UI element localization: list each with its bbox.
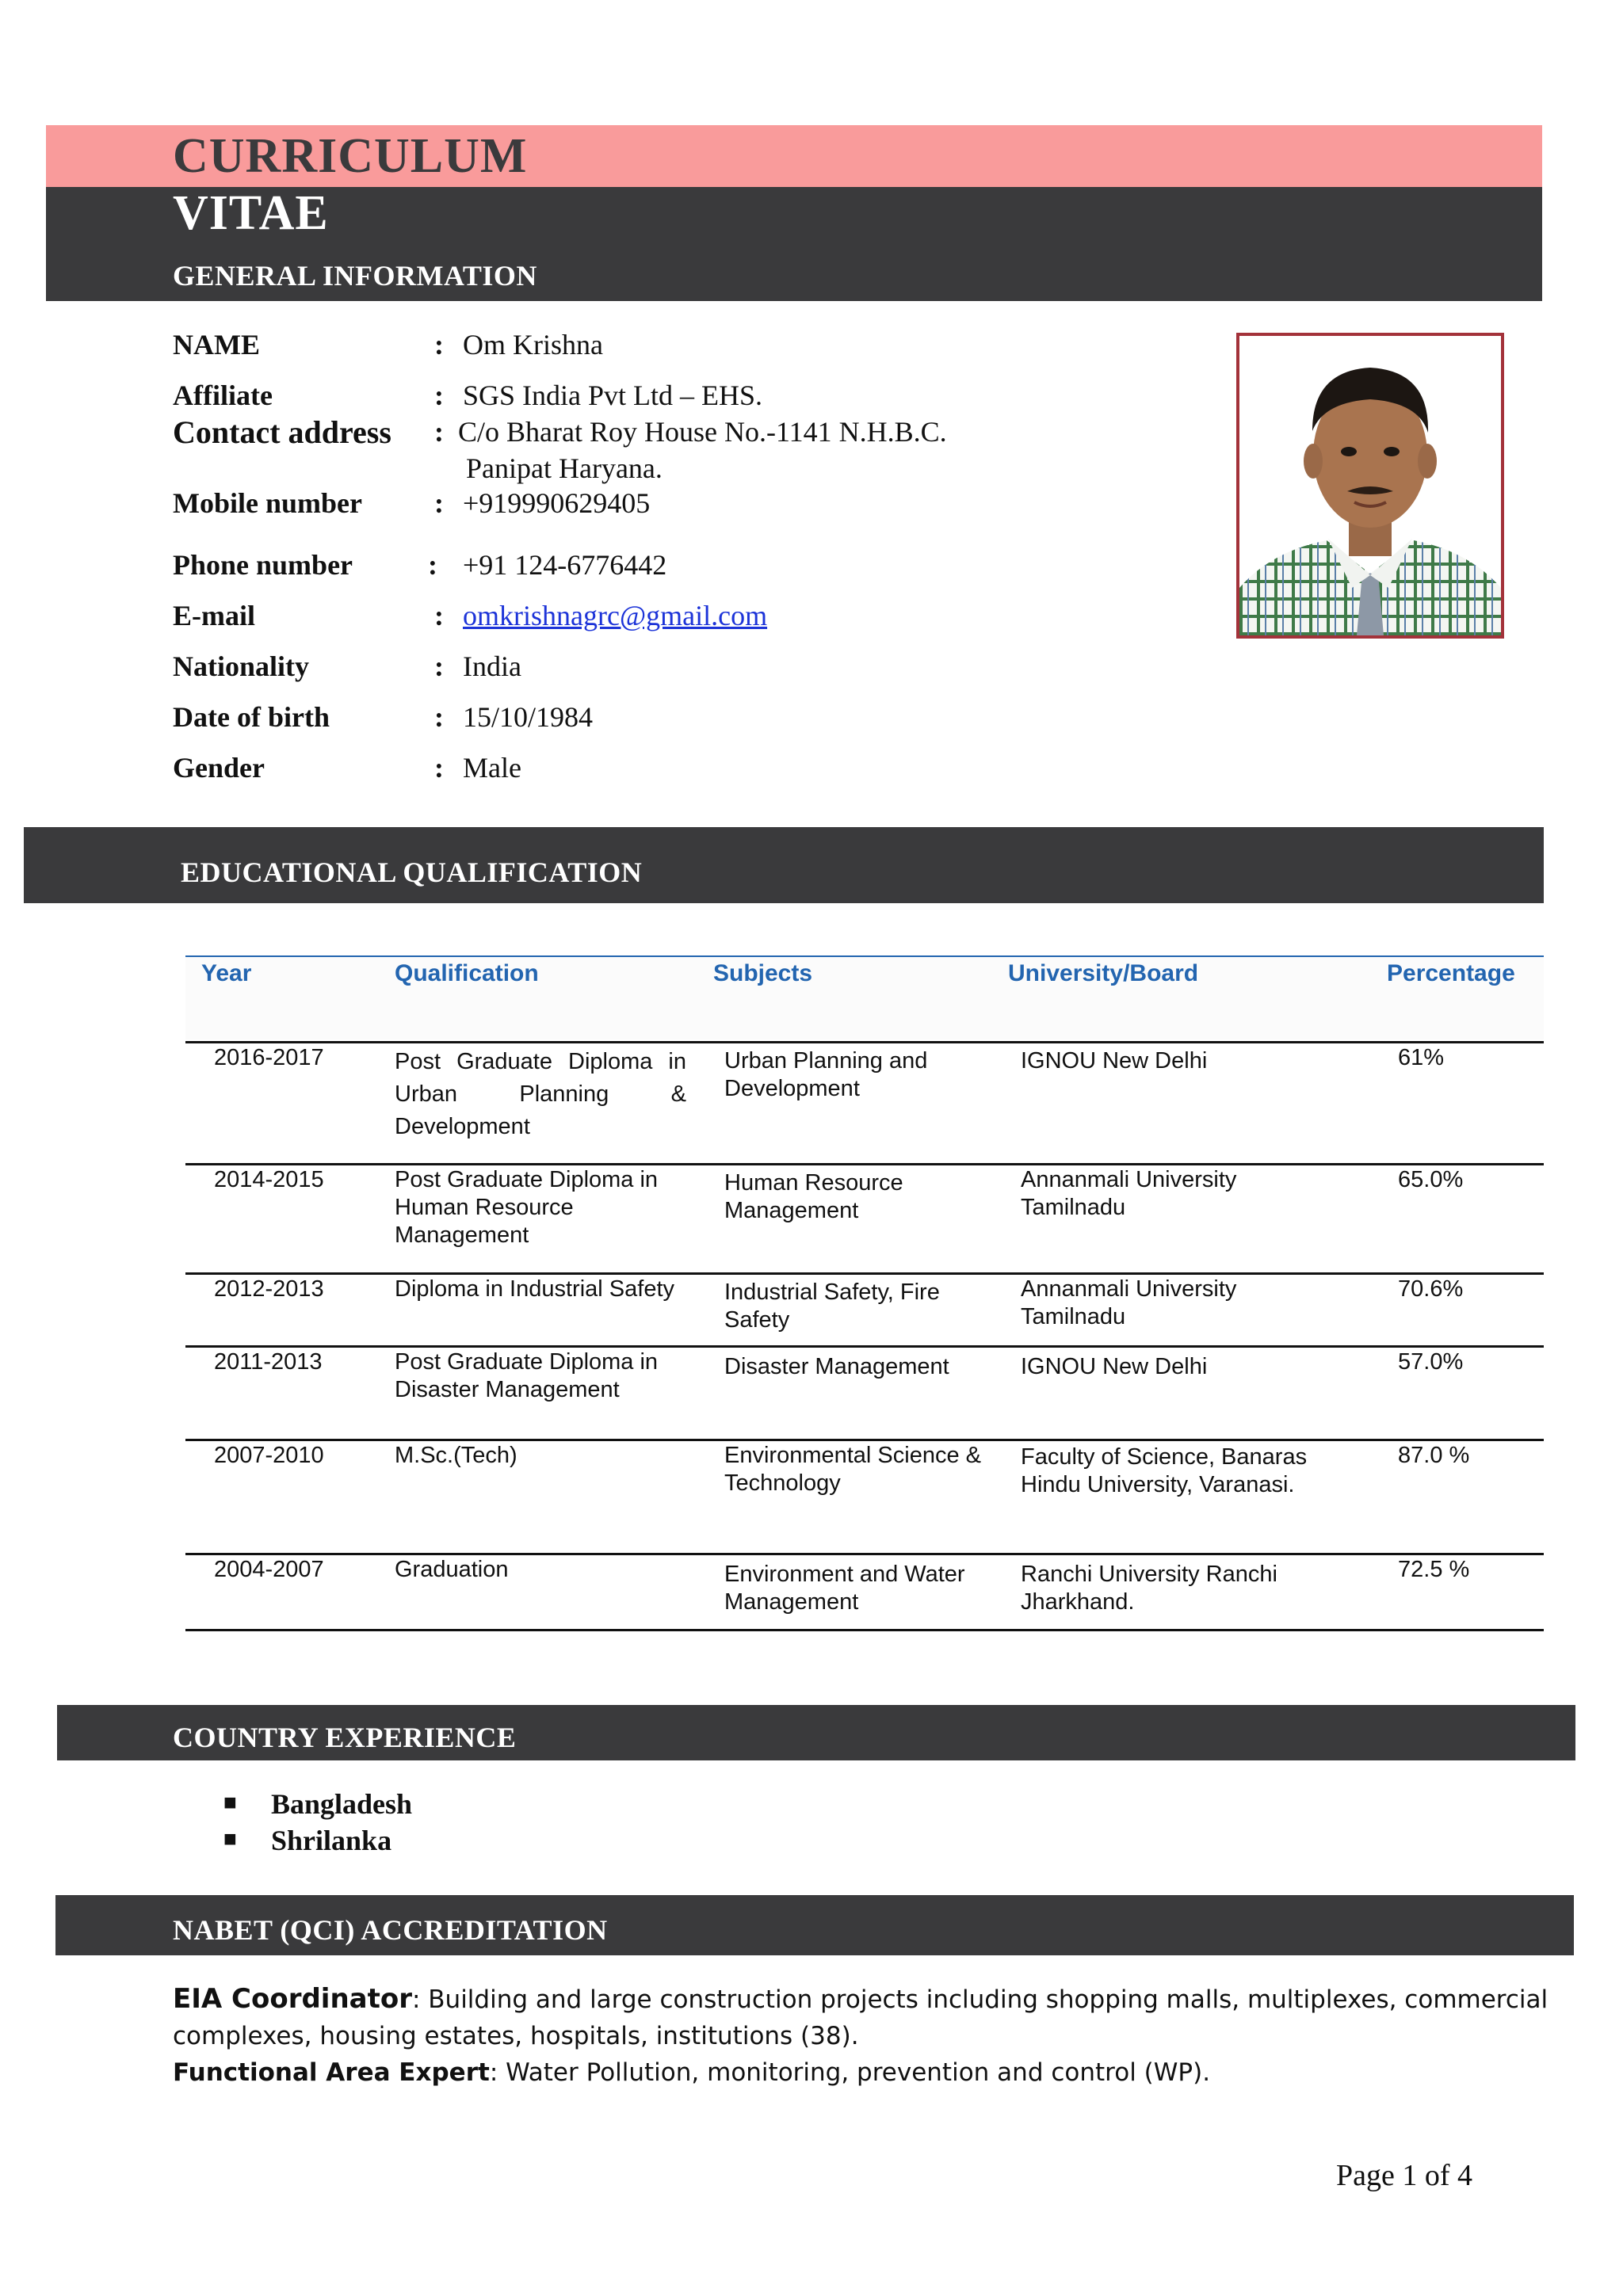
info-label-email: E-mail xyxy=(173,600,255,631)
nabet-heading: NABET (QCI) ACCREDITATION xyxy=(173,1914,608,1946)
table-cell-percentage: 70.6% xyxy=(1398,1276,1464,1302)
col-header-qualification: Qualification xyxy=(395,960,539,986)
table-cell-qualification: Diploma in Industrial Safety xyxy=(395,1276,674,1302)
info-value-contact-address-line2: Panipat Haryana. xyxy=(466,452,663,484)
table-cell-year: 2004-2007 xyxy=(214,1557,324,1582)
table-rule xyxy=(185,1272,1544,1275)
col-header-percentage: Percentage xyxy=(1387,960,1515,986)
info-value-name: Om Krishna xyxy=(463,329,603,360)
table-cell-year: 2011-2013 xyxy=(214,1349,323,1375)
email-link[interactable]: omkrishnagrc@gmail.com xyxy=(463,600,768,631)
table-header-band xyxy=(185,957,1544,1039)
info-value-gender: Male xyxy=(463,752,521,784)
profile-photo xyxy=(1236,333,1504,639)
table-cell-university: Annanmali University Tamilnadu xyxy=(1021,1167,1237,1220)
table-cell-qualification: Post Graduate Diploma in Urban Planning & Development xyxy=(395,1049,686,1139)
table-cell-year: 2007-2010 xyxy=(214,1443,324,1468)
info-label-affiliate: Affiliate xyxy=(173,379,273,411)
table-cell-subjects: Urban Planning and Development xyxy=(724,1048,928,1101)
info-colon: : xyxy=(428,549,437,581)
table-rule xyxy=(185,1439,1544,1441)
info-colon: : xyxy=(434,329,444,360)
info-label-gender: Gender xyxy=(173,752,265,784)
info-colon: : xyxy=(434,487,444,519)
page-number: Page 1 of 4 xyxy=(1336,2159,1473,2192)
table-cell-university: IGNOU New Delhi xyxy=(1021,1354,1208,1379)
info-label-phone: Phone number xyxy=(173,549,353,581)
info-label-mobile: Mobile number xyxy=(173,487,362,519)
general-information-heading: GENERAL INFORMATION xyxy=(173,260,537,292)
eia-text: : Building and large construction projects including shopping malls, multiplexes, commercial complexes, housing estates, hospitals, institutions (38). xyxy=(173,1985,1549,2050)
table-cell-university: Annanmali University Tamilnadu xyxy=(1021,1276,1237,1329)
table-cell-qualification: Post Graduate Diploma in Human Resource Management xyxy=(395,1167,659,1248)
fae-label: Functional Area Expert xyxy=(173,2058,490,2087)
col-header-year: Year xyxy=(201,960,252,986)
table-cell-subjects: Environmental Science & Technology xyxy=(724,1443,981,1496)
list-item: Shrilanka xyxy=(271,1825,392,1856)
table-cell-percentage: 65.0% xyxy=(1398,1167,1464,1192)
info-value-phone: +91 124-6776442 xyxy=(463,549,667,581)
nabet-paragraph xyxy=(173,1981,1552,2091)
table-cell-percentage: 87.0 % xyxy=(1398,1443,1470,1468)
table-cell-qualification: M.Sc.(Tech) xyxy=(395,1443,517,1468)
col-header-subjects: Subjects xyxy=(713,960,813,986)
info-colon: : xyxy=(434,416,444,448)
info-colon: : xyxy=(434,752,444,784)
table-cell-university: IGNOU New Delhi xyxy=(1021,1048,1208,1074)
fae-text: : Water Pollution, monitoring, prevention and control (WP). xyxy=(489,2058,1211,2087)
table-rule xyxy=(185,1553,1544,1555)
bullet-icon: ■ xyxy=(223,1791,237,1815)
list-item: Bangladesh xyxy=(271,1788,413,1820)
table-cell-university: Faculty of Science, Banaras Hindu University, Varanasi. xyxy=(1021,1444,1308,1497)
table-cell-percentage: 72.5 % xyxy=(1398,1557,1470,1582)
col-header-university: University/Board xyxy=(1008,960,1199,986)
info-colon: : xyxy=(434,650,444,682)
table-cell-percentage: 57.0% xyxy=(1398,1349,1464,1375)
info-value-nationality: India xyxy=(463,650,521,682)
table-cell-year: 2014-2015 xyxy=(214,1167,324,1192)
info-value-mobile: +919990629405 xyxy=(463,487,651,519)
table-rule xyxy=(185,1163,1544,1165)
table-cell-university: Ranchi University Ranchi Jharkhand. xyxy=(1021,1562,1277,1615)
person-photo-icon xyxy=(1239,336,1501,635)
info-value-contact-address: C/o Bharat Roy House No.-1141 N.H.B.C. xyxy=(458,416,947,448)
table-cell-subjects: Human Resource Management xyxy=(724,1170,903,1223)
fae-line xyxy=(173,2054,1552,2091)
info-label-contact-address: Contact address xyxy=(173,414,391,450)
bullet-icon: ■ xyxy=(223,1827,237,1852)
table-cell-year: 2016-2017 xyxy=(214,1045,324,1070)
table-cell-subjects: Disaster Management xyxy=(724,1354,949,1379)
eia-line xyxy=(173,1981,1552,2054)
country-heading: COUNTRY EXPERIENCE xyxy=(173,1722,517,1753)
table-cell-percentage: 61% xyxy=(1398,1045,1445,1070)
table-rule xyxy=(185,1041,1544,1043)
info-label-name: NAME xyxy=(173,329,260,360)
table-cell-subjects: Industrial Safety, Fire Safety xyxy=(724,1280,940,1333)
table-cell-qualification: Graduation xyxy=(395,1557,509,1582)
education-heading: EDUCATIONAL QUALIFICATION xyxy=(181,856,643,888)
table-cell-year: 2012-2013 xyxy=(214,1276,324,1302)
info-value-affiliate: SGS India Pvt Ltd – EHS. xyxy=(463,379,763,411)
table-rule xyxy=(185,1629,1544,1631)
info-colon: : xyxy=(434,379,444,411)
cv-title-line2: VITAE xyxy=(173,186,329,240)
eia-label: EIA Coordinator xyxy=(173,1983,412,2015)
info-value-dob: 15/10/1984 xyxy=(463,701,594,733)
table-cell-qualification: Post Graduate Diploma in Disaster Management xyxy=(395,1349,659,1402)
info-label-nationality: Nationality xyxy=(173,650,310,682)
table-cell-subjects: Environment and Water Management xyxy=(724,1562,965,1615)
info-colon: : xyxy=(434,600,444,631)
cv-title-line1: CURRICULUM xyxy=(173,129,528,183)
info-label-dob: Date of birth xyxy=(173,701,330,733)
info-colon: : xyxy=(434,701,444,733)
table-rule xyxy=(185,1345,1544,1348)
table-header-top-rule xyxy=(185,955,1544,957)
